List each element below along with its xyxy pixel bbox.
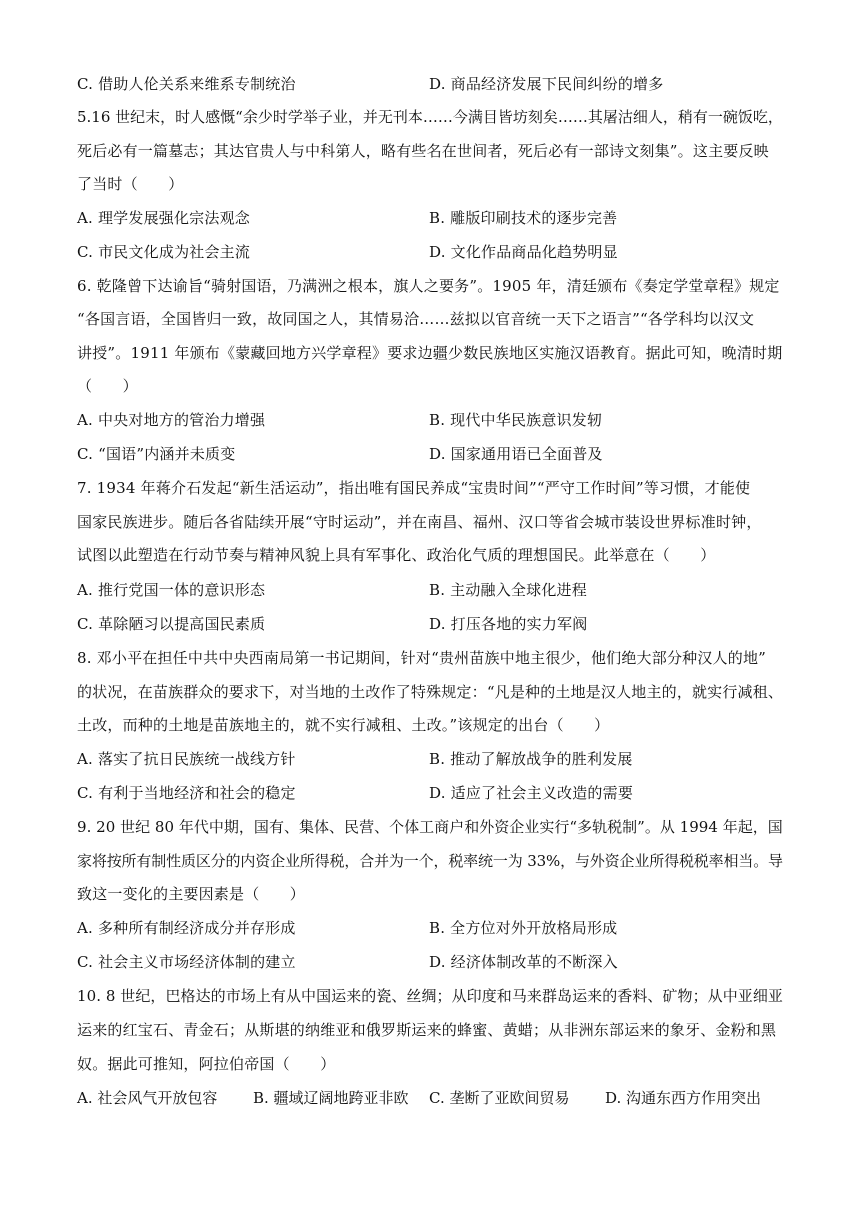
q9-stem-line-2: 家将按所有制性质区分的内资企业所得税，合并为一个，税率统一为 33%，与外资企业所得税税率相当。导 [77, 852, 783, 870]
q8-stem-line-1: 8. 邓小平在担任中共中央西南局第一书记期间，针对“贵州苗族中地主很少，他们绝大部分种汉人的地” [77, 649, 767, 667]
q6-option-a: A. 中央对地方的管治力增强 [77, 411, 266, 429]
prev-option-c: C. 借助人伦关系来维系专制统治 [77, 75, 296, 93]
q8-option-b: B. 推动了解放战争的胜利发展 [429, 750, 633, 768]
q7-stem-line-2: 国家民族进步。随后各省陆续开展“守时运动”，并在南昌、福州、汉口等省会城市装设世界标准时钟， [77, 513, 762, 531]
q6-option-d: D. 国家通用语已全面普及 [429, 445, 603, 463]
q8-option-c: C. 有利于当地经济和社会的稳定 [77, 784, 296, 802]
q6-stem-line-1: 6. 乾隆曾下达谕旨“骑射国语，乃满洲之根本，旗人之要务”。1905 年，清廷颁布《奏定学堂章程》规定 [77, 277, 780, 295]
q7-option-d: D. 打压各地的实力军阀 [429, 615, 588, 633]
q6-stem-line-3: 讲授”。1911 年颁布《蒙藏回地方兴学章程》要求边疆少数民族地区实施汉语教育。据此可知，晚清时期 [77, 344, 783, 362]
q6-stem-line-2: “各国言语，全国皆归一致，故同国之人，其情易洽……兹拟以官音统一天下之语言”“各学科均以汉文 [77, 310, 755, 328]
q9-stem-line-1: 9. 20 世纪 80 年代中期，国有、集体、民营、个体工商户和外资企业实行“多轨税制”。从 1994 年起，国 [77, 818, 783, 836]
q8-option-d: D. 适应了社会主义改造的需要 [429, 784, 634, 802]
q9-option-c: C. 社会主义市场经济体制的建立 [77, 953, 296, 971]
q8-option-a: A. 落实了抗日民族统一战线方针 [77, 750, 296, 768]
q7-option-a: A. 推行党国一体的意识形态 [77, 581, 266, 599]
q5-stem-line-1: 5.16 世纪末，时人感慨“余少时学举子业，并无刊本……今满目皆坊刻矣……其屠沽细人，稍有一碗饭吃， [77, 108, 783, 126]
q9-option-d: D. 经济体制改革的不断深入 [429, 953, 618, 971]
q5-option-b: B. 雕版印刷技术的逐步完善 [429, 209, 618, 227]
q5-option-d: D. 文化作品商品化趋势明显 [429, 243, 618, 261]
q8-stem-line-2: 的状况，在苗族群众的要求下，对当地的土改作了特殊规定：“凡是种的土地是汉人地主的，就实行减租、 [77, 683, 784, 701]
q10-stem-line-2: 运来的红宝石、青金石；从斯堪的纳维亚和俄罗斯运来的蜂蜜、黄蜡；从非洲东部运来的象牙、金粉和黑 [77, 1021, 777, 1039]
q10-option-b: B. 疆域辽阔地跨亚非欧 [253, 1089, 409, 1107]
prev-option-d: D. 商品经济发展下民间纠纷的增多 [429, 75, 664, 93]
q10-stem-line-1: 10. 8 世纪，巴格达的市场上有从中国运来的瓷、丝绸；从印度和马来群岛运来的香料、矿物；从中亚细亚 [77, 987, 783, 1005]
q10-option-a: A. 社会风气开放包容 [77, 1089, 218, 1107]
q7-stem-line-3: 试图以此塑造在行动节奏与精神风貌上具有军事化、政治化气质的理想国民。此举意在（ ） [77, 546, 716, 564]
q10-stem-line-3: 奴。据此可推知，阿拉伯帝国（ ） [77, 1055, 336, 1073]
q10-option-c: C. 垄断了亚欧间贸易 [429, 1089, 570, 1107]
q9-option-a: A. 多种所有制经济成分并存形成 [77, 919, 296, 937]
q7-option-c: C. 革除陋习以提高国民素质 [77, 615, 266, 633]
q6-option-c: C. “国语”内涵并未质变 [77, 445, 236, 463]
q5-option-a: A. 理学发展强化宗法观念 [77, 209, 250, 227]
q5-stem-line-2: 死后必有一篇墓志；其达官贵人与中科第人，略有些名在世间者，死后必有一部诗文刻集”。这主要反映 [77, 142, 769, 160]
q7-option-b: B. 主动融入全球化进程 [429, 581, 587, 599]
q6-stem-line-4: （ ） [77, 377, 138, 395]
q5-stem-line-3: 了当时（ ） [77, 175, 184, 193]
q7-stem-line-1: 7. 1934 年蒋介石发起“新生活运动”，指出唯有国民养成“宝贵时间”“严守工作时间”等习惯，才能使 [77, 479, 751, 497]
q9-option-b: B. 全方位对外开放格局形成 [429, 919, 618, 937]
q9-stem-line-3: 致这一变化的主要因素是（ ） [77, 885, 306, 903]
q8-stem-line-3: 土改，而种的土地是苗族地主的，就不实行减租、土改。”该规定的出台（ ） [77, 716, 610, 734]
q5-option-c: C. 市民文化成为社会主流 [77, 243, 251, 261]
q6-option-b: B. 现代中华民族意识发轫 [429, 411, 603, 429]
q10-option-d: D. 沟通东西方作用突出 [605, 1089, 762, 1107]
